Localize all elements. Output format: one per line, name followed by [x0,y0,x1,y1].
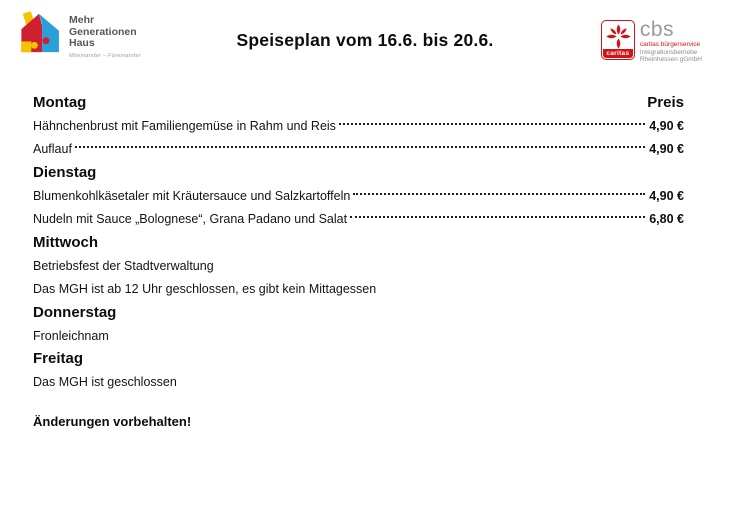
menu-note-text: Das MGH ist ab 12 Uhr geschlossen, es gibt kein Mittagessen [33,282,377,297]
menu-item-price: 4,90 € [649,142,684,157]
cbs-brand: cbs [639,18,675,41]
day-label: Mittwoch [33,233,98,251]
cbs-subline: Integrationsbetriebe [639,48,698,56]
menu-item [33,207,684,230]
menu-plan [33,91,684,433]
menu-item [33,114,684,137]
price-column-header: Preis [647,94,684,112]
menu-item-name: Hähnchenbrust mit Familiengemüse in Rahm und Reis [33,118,336,133]
day-header-freitag [33,347,684,370]
menu-item-price: 4,90 € [649,118,684,133]
cbs-logo-text [640,20,702,64]
menu-note-text: Fronleichnam [33,328,109,343]
day-label: Montag [33,94,87,112]
day-label: Dienstag [33,164,97,182]
caritas-flame-cross-icon [601,20,635,60]
day-label: Freitag [33,350,84,368]
dot-leader [339,123,645,125]
document-header [0,0,730,88]
mgh-name-line: Generationen [69,25,137,38]
mgh-tagline: Miteinander – Füreinander [69,52,142,59]
dot-leader [353,193,645,195]
dot-leader [350,216,645,218]
dot-leader [75,146,645,148]
menu-note-text: Das MGH ist geschlossen [33,375,177,390]
menu-note-text: Betriebsfest der Stadtverwaltung [33,258,214,273]
day-label: Donnerstag [33,303,117,321]
menu-item [33,138,684,161]
menu-item-price: 4,90 € [649,188,684,203]
mgh-name-line: Haus [69,37,95,49]
spacer [33,394,684,410]
cbs-logo [601,20,702,64]
menu-item [33,184,684,207]
menu-item-name: Auflauf [33,142,72,157]
page-title: Speiseplan vom 16.6. bis 20.6. [236,30,494,50]
day-header-donnerstag [33,301,684,324]
cbs-subline: Rheinhessen gGmbH [639,56,702,63]
footer-note [33,410,684,433]
menu-note [33,371,684,394]
cbs-subline: caritas bürgerservice [639,41,701,48]
caritas-wordmark: caritas [603,49,633,58]
menu-item-price: 6,80 € [649,212,684,227]
menu-note [33,277,684,300]
day-header-mittwoch [33,231,684,254]
menu-note [33,254,684,277]
menu-note [33,324,684,347]
footer-note-text: Änderungen vorbehalten! [33,414,192,429]
menu-item-name: Nudeln mit Sauce „Bolognese“, Grana Padano und Salat [33,212,348,227]
mgh-name-line: Mehr [69,14,95,26]
day-header-montag [33,91,684,114]
menu-item-name: Blumenkohlkäsetaler mit Kräutersauce und Salzkartoffeln [33,188,351,203]
day-header-dienstag [33,161,684,184]
